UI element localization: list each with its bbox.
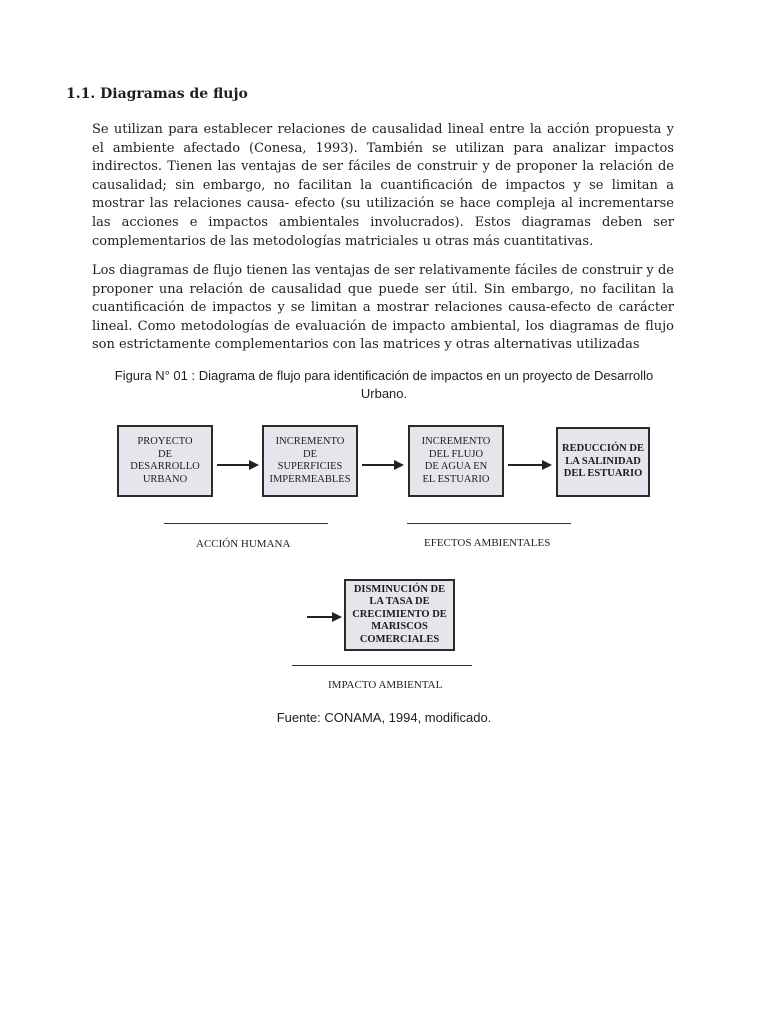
box-label: INCREMENTO DEL FLUJO DE AGUA EN EL ESTUARIO <box>421 436 491 485</box>
label-efectos-ambientales: EFECTOS AMBIENTALES <box>424 537 551 549</box>
figure-caption: Figura N° 01 : Diagrama de flujo para identificación de impactos en un proyecto de Desarrollo Urbano. <box>114 368 654 401</box>
box-incremento-superficies <box>262 425 358 497</box>
label-impacto-ambiental: IMPACTO AMBIENTAL <box>328 679 443 691</box>
arrow-right-icon <box>362 459 404 471</box>
group-underline <box>292 665 472 666</box>
group-underline <box>164 523 328 524</box>
box-label: INCREMENTO DE SUPERFICIES IMPERMEABLES <box>269 436 351 485</box>
box-label: DISMINUCIÓN DE LA TASA DE CRECIMIENTO DE MARISCOS COMERCIALES <box>352 583 447 645</box>
paragraph-2: Los diagramas de flujo tienen las ventajas de ser relativamente fáciles de construir y de proponer una relación de causalidad que puede ser útil. Sin embargo, no facilitan la cuantificación de impactos y se limitan a mostrar relaciones causa-efecto de carácter lineal. Como metodologías de evaluación de impacto ambiental, los diagramas de flujo son estrictamente complementarios con las matrices y otras alternativas utilizadas <box>92 263 674 353</box>
box-incremento-flujo-agua <box>408 425 504 497</box>
arrow-right-icon <box>508 459 552 471</box>
section-heading: 1.1. Diagramas de flujo <box>66 86 248 102</box>
figure-source: Fuente: CONAMA, 1994, modificado. <box>276 710 492 725</box>
box-reduccion-salinidad <box>556 427 650 497</box>
box-disminucion-mariscos <box>344 579 455 651</box>
group-underline <box>407 523 571 524</box>
paragraph-1: Se utilizan para establecer relaciones de causalidad lineal entre la acción propuesta y el ambiente afectado (Conesa, 1993). También se utilizan para analizar impactos indirectos. Tienen las ventajas de ser fáciles de construir y de proponer la relación de causalidad; sin embargo, no facilitan la cuantificación de impactos y se limitan a mostrar las relaciones causa- efecto (su utilización se hace compleja al incrementarse las acciones e impactos ambientales involucrados). Estos diagramas deben ser complementarios de las metodologías matriciales u otras más cuantitativas. <box>92 122 674 249</box>
box-label: PROYECTO DE DESARROLLO URBANO <box>130 436 200 485</box>
arrow-right-icon <box>217 459 259 471</box>
box-label: REDUCCIÓN DE LA SALINIDAD DEL ESTUARIO <box>562 443 644 480</box>
box-proyecto-desarrollo-urbano <box>117 425 213 497</box>
label-accion-humana: ACCIÓN HUMANA <box>196 538 291 550</box>
arrow-right-icon <box>307 611 342 623</box>
